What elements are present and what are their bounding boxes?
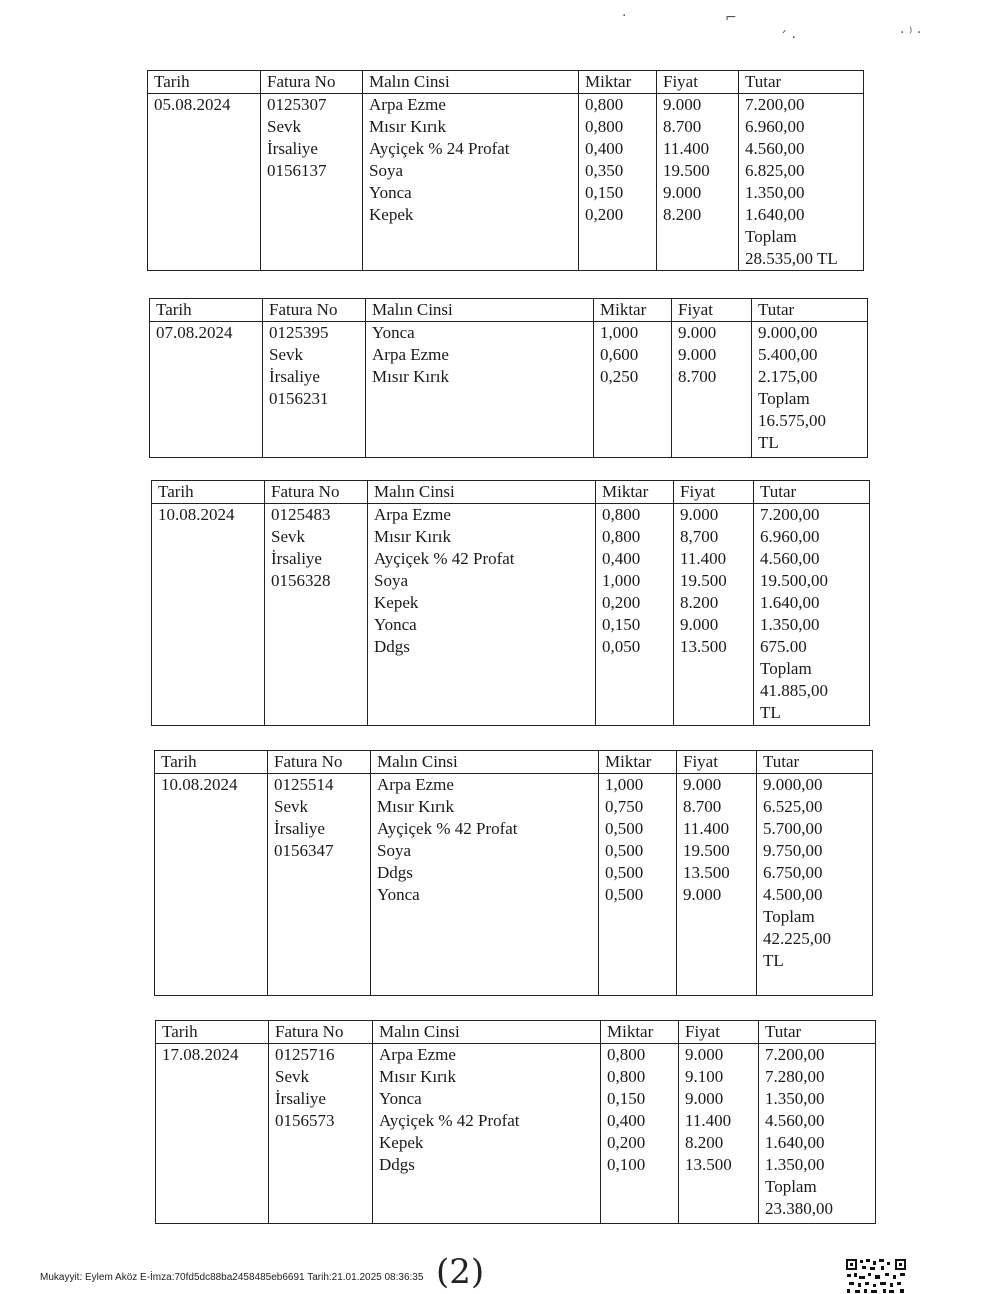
header-tarih: Tarih (148, 71, 261, 94)
toplam-currency: TL (760, 703, 781, 722)
tutar-value: 7.200,00 (760, 505, 820, 524)
header-tarih: Tarih (156, 1021, 269, 1044)
toplam-value: 41.885,00 (760, 681, 828, 700)
tutar-value: 5.700,00 (763, 819, 823, 838)
miktar-value: 0,050 (602, 637, 641, 656)
item-name: Ddgs (377, 863, 413, 882)
toplam-label: Toplam (765, 1177, 817, 1196)
tutar-value: 675.00 (760, 637, 807, 656)
fiyat-value: 9.000 (680, 615, 719, 634)
header-fiyat: Fiyat (657, 71, 739, 94)
header-miktar: Miktar (594, 299, 672, 322)
page-number: (2) (436, 1252, 485, 1292)
invoice-body-row (150, 322, 868, 458)
table-header-row (152, 481, 870, 504)
tutar-value: 1.640,00 (760, 593, 820, 612)
header-tutar: Tutar (754, 481, 870, 504)
item-name: Arpa Ezme (369, 95, 446, 114)
fiyat-value: 8.700 (678, 367, 717, 386)
item-name: Yonca (372, 323, 415, 342)
tarih-value: 10.08.2024 (158, 505, 235, 524)
cell-fatura (268, 774, 371, 996)
tutar-value: 5.400,00 (758, 345, 818, 364)
fiyat-value: 8.700 (663, 117, 702, 136)
toplam-value: 23.380,00 (765, 1199, 833, 1218)
cell-fatura (265, 504, 368, 726)
invoice-body-row (156, 1044, 876, 1224)
header-malin-cinsi: Malın Cinsi (363, 71, 579, 94)
tarih-value: 10.08.2024 (161, 775, 238, 794)
fiyat-value: 13.500 (683, 863, 730, 882)
header-fiyat: Fiyat (679, 1021, 759, 1044)
item-name: Yonca (374, 615, 417, 634)
fiyat-value: 11.400 (663, 139, 710, 158)
header-tutar: Tutar (739, 71, 864, 94)
cell-tutar (757, 774, 873, 996)
irsaliye-no-value: 0156573 (275, 1111, 335, 1130)
miktar-value: 0,400 (602, 549, 641, 568)
header-fatura-no: Fatura No (265, 481, 368, 504)
fiyat-value: 19.500 (663, 161, 710, 180)
item-name: Ddgs (379, 1155, 415, 1174)
cell-malin-cinsi (373, 1044, 601, 1224)
e-signature-line: Mukayyit: Eylem Aköz E-İmza:70fd5dc88ba2458485eb6691 Tarih:21.01.2025 08:36:35 (40, 1272, 424, 1283)
cell-miktar (601, 1044, 679, 1224)
cell-fatura (269, 1044, 373, 1224)
tarih-value: 17.08.2024 (162, 1045, 239, 1064)
cell-fiyat (677, 774, 757, 996)
toplam-value: 42.225,00 (763, 929, 831, 948)
fiyat-value: 8.200 (680, 593, 719, 612)
tutar-value: 4.560,00 (765, 1111, 825, 1130)
fatura-label-irsaliye: İrsaliye (269, 367, 320, 386)
header-tarih: Tarih (152, 481, 265, 504)
header-miktar: Miktar (596, 481, 674, 504)
miktar-value: 0,800 (607, 1045, 646, 1064)
header-tarih: Tarih (155, 751, 268, 774)
fatura-no-value: 0125514 (274, 775, 334, 794)
invoice-body-row (148, 94, 864, 271)
item-name: Soya (374, 571, 408, 590)
miktar-value: 0,400 (585, 139, 624, 158)
invoice-body-row (155, 774, 873, 996)
item-name: Arpa Ezme (374, 505, 451, 524)
tutar-value: 6.825,00 (745, 161, 805, 180)
miktar-value: 0,750 (605, 797, 644, 816)
tutar-value: 19.500,00 (760, 571, 828, 590)
fiyat-value: 19.500 (680, 571, 727, 590)
item-name: Ayçiçek % 42 Profat (377, 819, 518, 838)
fiyat-value: 9.000 (678, 323, 717, 342)
tutar-value: 2.175,00 (758, 367, 818, 386)
tutar-value: 7.200,00 (745, 95, 805, 114)
cell-tarih (156, 1044, 269, 1224)
invoice-table-2 (149, 298, 868, 458)
miktar-value: 0,500 (605, 819, 644, 838)
header-tutar: Tutar (757, 751, 873, 774)
fiyat-value: 9.000 (685, 1045, 724, 1064)
toplam-value: 28.535,00 TL (745, 249, 838, 268)
toplam-label: Toplam (763, 907, 815, 926)
header-miktar: Miktar (601, 1021, 679, 1044)
miktar-value: 0,800 (585, 95, 624, 114)
fiyat-value: 11.400 (683, 819, 730, 838)
scan-speck: ⌐ (725, 10, 737, 26)
miktar-value: 0,600 (600, 345, 639, 364)
fatura-label-sevk: Sevk (271, 527, 305, 546)
tutar-value: 9.000,00 (758, 323, 818, 342)
tutar-value: 7.200,00 (765, 1045, 825, 1064)
fatura-label-sevk: Sevk (275, 1067, 309, 1086)
item-name: Ayçiçek % 42 Profat (379, 1111, 520, 1130)
fatura-label-irsaliye: İrsaliye (267, 139, 318, 158)
toplam-label: Toplam (760, 659, 812, 678)
item-name: Yonca (369, 183, 412, 202)
miktar-value: 0,150 (585, 183, 624, 202)
scan-speck: · (622, 8, 627, 24)
miktar-value: 0,500 (605, 885, 644, 904)
cell-miktar (596, 504, 674, 726)
fatura-no-value: 0125716 (275, 1045, 335, 1064)
tutar-value: 6.750,00 (763, 863, 823, 882)
cell-miktar (599, 774, 677, 996)
fatura-label-irsaliye: İrsaliye (275, 1089, 326, 1108)
fiyat-value: 8.200 (685, 1133, 724, 1152)
fiyat-value: 13.500 (685, 1155, 732, 1174)
table-header-row (150, 299, 868, 322)
header-malin-cinsi: Malın Cinsi (371, 751, 599, 774)
item-name: Mısır Kırık (374, 527, 451, 546)
invoice-table-5 (155, 1020, 876, 1224)
tutar-value: 6.960,00 (760, 527, 820, 546)
header-fiyat: Fiyat (677, 751, 757, 774)
miktar-value: 0,100 (607, 1155, 646, 1174)
fatura-label-irsaliye: İrsaliye (274, 819, 325, 838)
fiyat-value: 11.400 (685, 1111, 732, 1130)
header-fatura-no: Fatura No (269, 1021, 373, 1044)
invoice-body-row (152, 504, 870, 726)
miktar-value: 0,150 (607, 1089, 646, 1108)
item-name: Yonca (379, 1089, 422, 1108)
cell-fiyat (679, 1044, 759, 1224)
irsaliye-no-value: 0156328 (271, 571, 331, 590)
invoice-table-3 (151, 480, 870, 726)
fiyat-value: 9.000 (663, 95, 702, 114)
tutar-value: 1.640,00 (745, 205, 805, 224)
miktar-value: 0,800 (607, 1067, 646, 1086)
miktar-value: 0,250 (600, 367, 639, 386)
item-name: Mısır Kırık (372, 367, 449, 386)
irsaliye-no-value: 0156231 (269, 389, 329, 408)
tutar-value: 1.640,00 (765, 1133, 825, 1152)
tutar-value: 4.560,00 (745, 139, 805, 158)
header-malin-cinsi: Malın Cinsi (368, 481, 596, 504)
cell-malin-cinsi (371, 774, 599, 996)
tarih-value: 07.08.2024 (156, 323, 233, 342)
header-malin-cinsi: Malın Cinsi (373, 1021, 601, 1044)
fiyat-value: 8,700 (680, 527, 719, 546)
item-name: Soya (377, 841, 411, 860)
cell-miktar (594, 322, 672, 458)
scan-speck: ´ · (780, 30, 796, 46)
miktar-value: 0,150 (602, 615, 641, 634)
cell-tutar (754, 504, 870, 726)
item-name: Mısır Kırık (377, 797, 454, 816)
header-fatura-no: Fatura No (261, 71, 363, 94)
invoice-table-4 (154, 750, 873, 996)
header-miktar: Miktar (579, 71, 657, 94)
table-header-row (148, 71, 864, 94)
miktar-value: 0,400 (607, 1111, 646, 1130)
tutar-value: 6.960,00 (745, 117, 805, 136)
cell-fiyat (657, 94, 739, 271)
toplam-value: 16.575,00 (758, 411, 826, 430)
cell-tutar (752, 322, 868, 458)
tutar-value: 7.280,00 (765, 1067, 825, 1086)
fiyat-value: 9.000 (685, 1089, 724, 1108)
cell-fatura (263, 322, 366, 458)
toplam-label: Toplam (745, 227, 797, 246)
cell-tarih (150, 322, 263, 458)
scan-speck: · ⁾ · (900, 25, 922, 41)
header-fatura-no: Fatura No (263, 299, 366, 322)
cell-tarih (148, 94, 261, 271)
item-name: Ayçiçek % 42 Profat (374, 549, 515, 568)
miktar-value: 0,200 (585, 205, 624, 224)
irsaliye-no-value: 0156347 (274, 841, 334, 860)
invoice-table-1 (147, 70, 864, 271)
irsaliye-no-value: 0156137 (267, 161, 327, 180)
item-name: Yonca (377, 885, 420, 904)
fatura-label-sevk: Sevk (269, 345, 303, 364)
miktar-value: 1,000 (602, 571, 641, 590)
fiyat-value: 11.400 (680, 549, 727, 568)
cell-tarih (155, 774, 268, 996)
fiyat-value: 9.000 (683, 775, 722, 794)
header-malin-cinsi: Malın Cinsi (366, 299, 594, 322)
item-name: Arpa Ezme (377, 775, 454, 794)
miktar-value: 0,800 (602, 527, 641, 546)
header-tutar: Tutar (759, 1021, 876, 1044)
miktar-value: 0,800 (585, 117, 624, 136)
cell-tutar (759, 1044, 876, 1224)
header-fatura-no: Fatura No (268, 751, 371, 774)
toplam-currency: TL (758, 433, 779, 452)
tutar-value: 1.350,00 (765, 1089, 825, 1108)
fiyat-value: 8.700 (683, 797, 722, 816)
tarih-value: 05.08.2024 (154, 95, 231, 114)
fiyat-value: 9.000 (663, 183, 702, 202)
fiyat-value: 9.000 (678, 345, 717, 364)
fatura-label-sevk: Sevk (267, 117, 301, 136)
fatura-label-sevk: Sevk (274, 797, 308, 816)
toplam-label: Toplam (758, 389, 810, 408)
miktar-value: 1,000 (600, 323, 639, 342)
fatura-label-irsaliye: İrsaliye (271, 549, 322, 568)
item-name: Kepek (369, 205, 414, 224)
cell-malin-cinsi (366, 322, 594, 458)
item-name: Mısır Kırık (369, 117, 446, 136)
cell-malin-cinsi (363, 94, 579, 271)
tutar-value: 1.350,00 (765, 1155, 825, 1174)
item-name: Ayçiçek % 24 Profat (369, 139, 510, 158)
miktar-value: 0,500 (605, 841, 644, 860)
tutar-value: 1.350,00 (745, 183, 805, 202)
header-tutar: Tutar (752, 299, 868, 322)
header-tarih: Tarih (150, 299, 263, 322)
table-header-row (155, 751, 873, 774)
miktar-value: 0,500 (605, 863, 644, 882)
item-name: Ddgs (374, 637, 410, 656)
cell-fatura (261, 94, 363, 271)
tutar-value: 4.560,00 (760, 549, 820, 568)
fatura-no-value: 0125307 (267, 95, 327, 114)
item-name: Arpa Ezme (372, 345, 449, 364)
table-header-row (156, 1021, 876, 1044)
cell-tutar (739, 94, 864, 271)
miktar-value: 1,000 (605, 775, 644, 794)
cell-malin-cinsi (368, 504, 596, 726)
tutar-value: 9.000,00 (763, 775, 823, 794)
fiyat-value: 13.500 (680, 637, 727, 656)
tutar-value: 1.350,00 (760, 615, 820, 634)
item-name: Soya (369, 161, 403, 180)
cell-fiyat (674, 504, 754, 726)
fiyat-value: 8.200 (663, 205, 702, 224)
cell-fiyat (672, 322, 752, 458)
item-name: Mısır Kırık (379, 1067, 456, 1086)
fiyat-value: 19.500 (683, 841, 730, 860)
miktar-value: 0,200 (602, 593, 641, 612)
miktar-value: 0,350 (585, 161, 624, 180)
header-miktar: Miktar (599, 751, 677, 774)
cell-tarih (152, 504, 265, 726)
tutar-value: 4.500,00 (763, 885, 823, 904)
fiyat-value: 9.000 (680, 505, 719, 524)
fiyat-value: 9.100 (685, 1067, 724, 1086)
item-name: Kepek (379, 1133, 424, 1152)
fatura-no-value: 0125395 (269, 323, 329, 342)
fiyat-value: 9.000 (683, 885, 722, 904)
miktar-value: 0,800 (602, 505, 641, 524)
toplam-currency: TL (763, 951, 784, 970)
tutar-value: 9.750,00 (763, 841, 823, 860)
item-name: Arpa Ezme (379, 1045, 456, 1064)
tutar-value: 6.525,00 (763, 797, 823, 816)
qr-code-icon (845, 1258, 907, 1294)
header-fiyat: Fiyat (674, 481, 754, 504)
miktar-value: 0,200 (607, 1133, 646, 1152)
item-name: Kepek (374, 593, 419, 612)
fatura-no-value: 0125483 (271, 505, 331, 524)
cell-miktar (579, 94, 657, 271)
header-fiyat: Fiyat (672, 299, 752, 322)
